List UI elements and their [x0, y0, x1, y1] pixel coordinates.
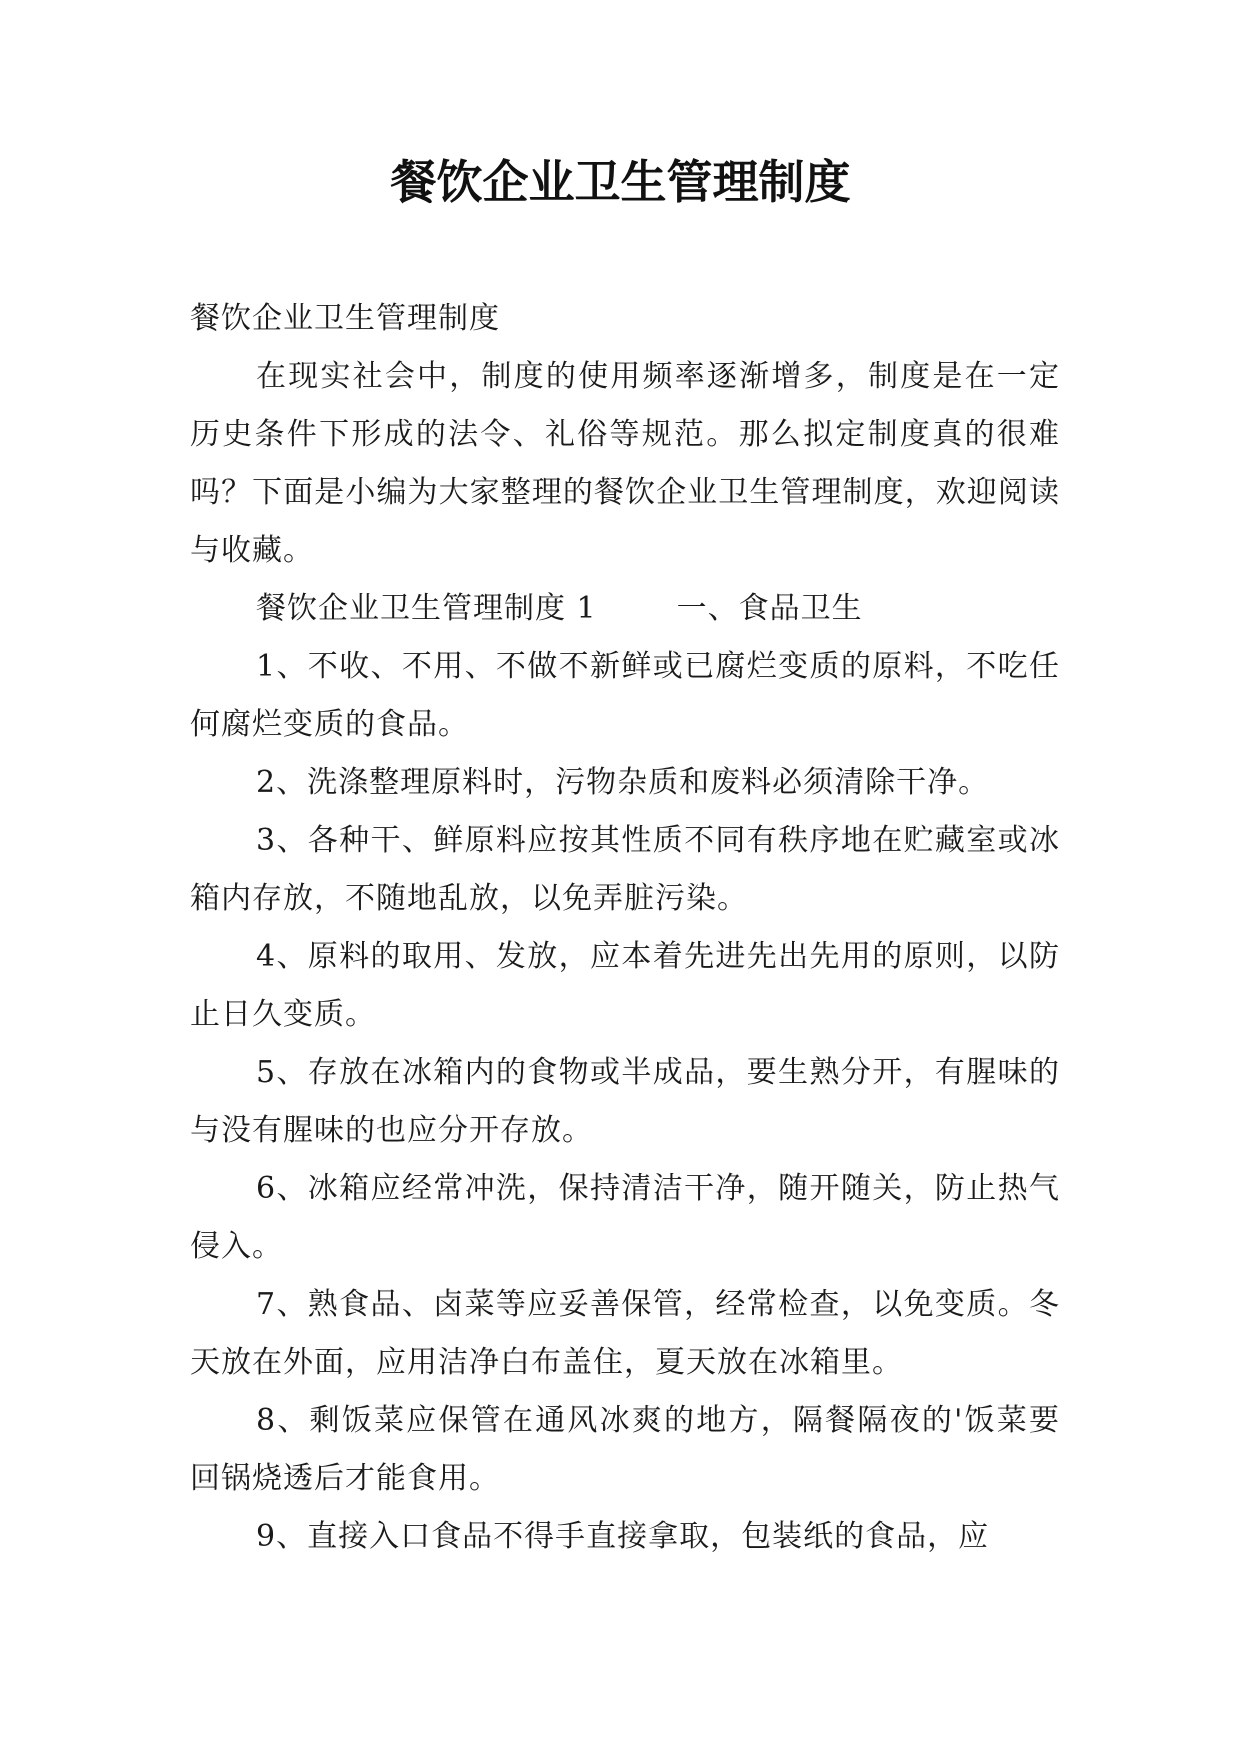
- list-item: 2、洗涤整理原料时，污物杂质和废料必须清除干净。: [256, 765, 990, 800]
- list-item: 3、各种干、鲜原料应按其性质不同有秩序地在贮藏室或冰箱内存放，不随地乱放，以免弄脏污染。: [190, 823, 1060, 916]
- section-subheading: 一、食品卫生: [676, 591, 863, 626]
- list-item: 6、冰箱应经常冲洗，保持清洁干净，随开随关，防止热气侵入。: [190, 1171, 1060, 1264]
- list-item: 4、原料的取用、发放，应本着先进先出先用的原则，以防止日久变质。: [190, 939, 1060, 1032]
- document-title: 餐饮企业卫生管理制度: [390, 155, 851, 209]
- intro-paragraph: 在现实社会中，制度的使用频率逐渐增多，制度是在一定历史条件下形成的法令、礼俗等规范。那么拟定制度真的很难吗？下面是小编为大家整理的餐饮企业卫生管理制度，欢迎阅读与收藏。: [190, 359, 1060, 568]
- list-item: 8、剩饭菜应保管在通风冰爽的地方，隔餐隔夜的'饭菜要回锅烧透后才能食用。: [190, 1403, 1060, 1496]
- section-heading-line: [190, 580, 1060, 638]
- list-item: 1、不收、不用、不做不新鲜或已腐烂变质的原料，不吃任何腐烂变质的食品。: [190, 649, 1060, 742]
- document-body: [190, 290, 1060, 1566]
- document-subtitle: 餐饮企业卫生管理制度: [190, 301, 500, 336]
- list-item: 9、直接入口食品不得手直接拿取，包装纸的食品，应: [256, 1519, 990, 1554]
- list-item: 5、存放在冰箱内的食物或半成品，要生熟分开，有腥味的与没有腥味的也应分开存放。: [190, 1055, 1060, 1148]
- section-heading: 餐饮企业卫生管理制度 1: [256, 591, 597, 626]
- list-item: 7、熟食品、卤菜等应妥善保管，经常检查，以免变质。冬天放在外面，应用洁净白布盖住，夏天放在冰箱里。: [190, 1287, 1060, 1380]
